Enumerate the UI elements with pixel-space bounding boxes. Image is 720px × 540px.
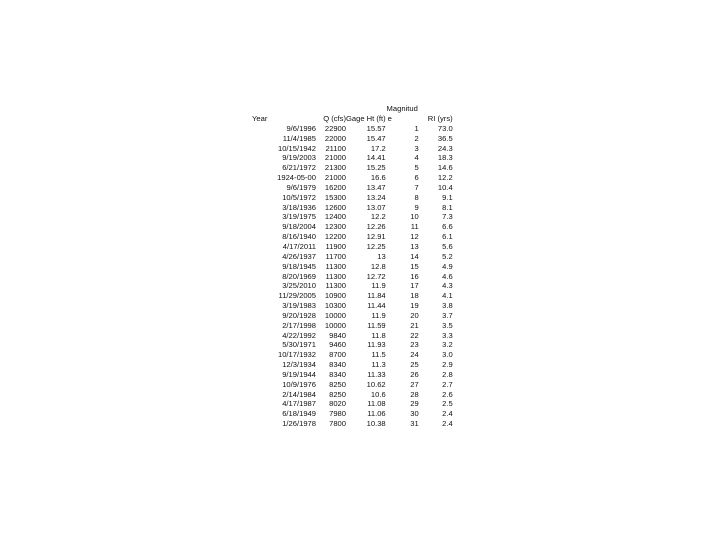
table-row — [252, 311, 453, 321]
ri-cell: 3.0 — [442, 350, 453, 360]
magnitude-cell: 25 — [410, 360, 419, 370]
ri-cell: 14.6 — [437, 163, 453, 173]
magnitude-cell: 22 — [410, 330, 419, 340]
table-row — [252, 272, 453, 282]
q-cell: 8250 — [329, 379, 346, 389]
magnitude-cell: 28 — [410, 389, 419, 399]
year-cell: 4/17/2011 — [282, 241, 316, 251]
ri-cell: 73.0 — [437, 123, 453, 133]
magnitude-cell: 7 — [414, 182, 419, 192]
magnitude-header-line1: Magnitud — [386, 104, 418, 114]
gage-cell: 10.62 — [366, 379, 386, 389]
gage-cell: 15.57 — [366, 123, 386, 133]
year-cell: 11/29/2005 — [278, 291, 316, 301]
year-cell: 6/21/1972 — [282, 163, 316, 173]
magnitude-cell: 24 — [410, 350, 419, 360]
gage-cell: 13.47 — [366, 182, 386, 192]
table-row — [252, 399, 453, 409]
year-cell: 9/18/1945 — [282, 261, 316, 271]
year-cell: 4/17/1987 — [282, 399, 316, 409]
magnitude-cell: 12 — [410, 232, 419, 242]
year-cell: 5/30/1971 — [282, 340, 316, 350]
q-cell: 10900 — [324, 291, 346, 301]
gage-cell: 12.91 — [366, 232, 386, 242]
gage-cell: 10.38 — [366, 419, 386, 429]
q-cell: 8340 — [329, 369, 346, 379]
magnitude-cell: 21 — [410, 320, 419, 330]
magnitude-cell: 5 — [414, 163, 419, 173]
header-row — [252, 114, 453, 124]
magnitude-cell: 17 — [410, 281, 419, 291]
q-cell: 11900 — [325, 241, 346, 251]
gage-cell: 12.2 — [370, 212, 386, 222]
q-cell: 8250 — [329, 389, 346, 399]
ri-cell: 2.5 — [442, 399, 453, 409]
year-cell: 10/15/1942 — [277, 143, 316, 153]
q-cell: 21300 — [324, 163, 346, 173]
ri-cell: 7.3 — [442, 212, 453, 222]
table-row — [252, 144, 453, 154]
gage-cell: 13.24 — [366, 192, 386, 202]
ri-cell: 3.3 — [442, 330, 453, 340]
year-cell: 9/18/2004 — [282, 222, 316, 232]
gage-cell: 13.07 — [366, 202, 386, 212]
year-cell: 6/18/1949 — [282, 409, 316, 419]
gage-header: Gage Ht (ft) — [346, 114, 386, 123]
gage-cell: 11.8 — [371, 330, 386, 340]
magnitude-cell: 8 — [414, 192, 419, 202]
magnitude-cell: 2 — [414, 133, 419, 143]
gage-cell: 15.47 — [366, 133, 386, 143]
magnitude-cell: 27 — [410, 379, 419, 389]
year-cell: 10/5/1972 — [282, 192, 316, 202]
table-row — [252, 321, 453, 331]
q-cell: 12600 — [324, 202, 346, 212]
table-row — [252, 252, 453, 262]
q-cell: 21100 — [325, 143, 346, 153]
ri-cell: 9.1 — [442, 192, 453, 202]
table-row — [252, 183, 453, 193]
q-cell: 10300 — [324, 301, 346, 311]
magnitude-cell: 31 — [410, 419, 419, 429]
magnitude-cell: 10 — [410, 212, 419, 222]
ri-cell: 36.5 — [437, 133, 453, 143]
year-cell: 3/19/1983 — [282, 301, 316, 311]
gage-cell: 13 — [377, 251, 386, 261]
year-cell: 2/14/1984 — [282, 389, 316, 399]
ri-cell: 5.2 — [442, 251, 453, 261]
magnitude-cell: 6 — [414, 173, 419, 183]
year-cell: 4/26/1937 — [282, 251, 316, 261]
ri-cell: 4.9 — [442, 261, 453, 271]
ri-cell: 4.1 — [442, 291, 453, 301]
magnitude-cell: 9 — [414, 202, 419, 212]
magnitude-cell: 14 — [410, 251, 419, 261]
magnitude-cell: 26 — [410, 369, 419, 379]
ri-cell: 6.6 — [442, 222, 453, 232]
table-row — [252, 232, 453, 242]
magnitude-cell: 11 — [410, 222, 419, 232]
year-cell: 3/18/1936 — [282, 202, 316, 212]
table-row — [252, 301, 453, 311]
gage-cell: 10.6 — [370, 389, 386, 399]
table-row — [252, 360, 453, 370]
table-row — [252, 370, 453, 380]
gage-cell: 15.25 — [366, 163, 386, 173]
q-header: Q (cfs) — [323, 114, 346, 123]
magnitude-cell: 19 — [410, 301, 419, 311]
q-cell: 15300 — [324, 192, 346, 202]
magnitude-cell: 15 — [410, 261, 419, 271]
table-row — [252, 222, 453, 232]
table-row — [252, 380, 453, 390]
q-cell: 8700 — [329, 350, 346, 360]
gage-cell: 11.08 — [367, 399, 386, 409]
q-cell: 8340 — [329, 360, 346, 370]
magnitude-cell: 4 — [414, 153, 419, 163]
table-row — [252, 390, 453, 400]
gage-cell: 11.33 — [367, 369, 386, 379]
q-cell: 16200 — [324, 182, 346, 192]
gage-cell: 11.9 — [371, 310, 386, 320]
table-row — [252, 340, 453, 350]
magnitude-cell: 16 — [410, 271, 419, 281]
magnitude-cell: 20 — [410, 310, 419, 320]
year-cell: 9/6/1979 — [286, 182, 316, 192]
flood-data-sheet — [252, 104, 472, 429]
year-cell: 4/22/1992 — [282, 330, 316, 340]
gage-cell: 17.2 — [370, 143, 386, 153]
year-cell: 10/17/1932 — [277, 350, 316, 360]
q-cell: 9840 — [329, 330, 346, 340]
q-cell: 12400 — [324, 212, 346, 222]
table-row — [252, 419, 453, 429]
gage-cell: 11.59 — [367, 320, 386, 330]
table-row — [252, 163, 453, 173]
year-cell: 3/19/1975 — [282, 212, 316, 222]
gage-cell: 12.72 — [366, 271, 386, 281]
ri-cell: 3.5 — [442, 320, 453, 330]
gage-cell: 12.25 — [366, 241, 386, 251]
table-row — [252, 281, 453, 291]
table-row — [252, 350, 453, 360]
q-cell: 11300 — [325, 271, 346, 281]
ri-cell: 2.4 — [442, 419, 453, 429]
year-cell: 2/17/1998 — [282, 320, 316, 330]
gage-cell: 11.84 — [367, 291, 386, 301]
year-cell: 8/20/1969 — [282, 271, 316, 281]
magnitude-cell: 18 — [410, 291, 419, 301]
q-cell: 11300 — [325, 261, 346, 271]
magnitude-cell: 1 — [414, 123, 419, 133]
ri-cell: 2.9 — [442, 360, 453, 370]
ri-cell: 2.7 — [442, 379, 453, 389]
year-cell: 12/3/1934 — [282, 360, 316, 370]
year-cell: 9/6/1996 — [286, 123, 316, 133]
ri-cell: 12.2 — [437, 173, 453, 183]
magnitude-cell: 23 — [410, 340, 419, 350]
ri-cell: 8.1 — [442, 202, 453, 212]
gage-cell: 14.41 — [366, 153, 386, 163]
table-row — [252, 409, 453, 419]
ri-cell: 3.7 — [442, 310, 453, 320]
table-row — [252, 331, 453, 341]
year-cell: 8/16/1940 — [282, 232, 316, 242]
q-cell: 22000 — [324, 133, 346, 143]
year-cell: 1924-05-00 — [277, 173, 316, 183]
gage-cell: 11.3 — [371, 360, 386, 370]
ri-cell: 2.6 — [442, 389, 453, 399]
ri-cell: 24.3 — [437, 143, 453, 153]
q-cell: 10000 — [324, 320, 346, 330]
table-row — [252, 134, 453, 144]
table-row — [252, 242, 453, 252]
year-cell: 9/19/1944 — [282, 369, 316, 379]
flood-frequency-table — [252, 104, 453, 429]
ri-cell: 3.2 — [442, 340, 453, 350]
q-cell: 12300 — [324, 222, 346, 232]
magnitude-cell: 29 — [410, 399, 419, 409]
magnitude-cell: 30 — [410, 409, 419, 419]
year-cell: 9/19/2003 — [282, 153, 316, 163]
ri-cell: 2.4 — [442, 409, 453, 419]
table-row — [252, 203, 453, 213]
year-header: Year — [252, 114, 268, 123]
year-cell: 10/9/1976 — [282, 379, 316, 389]
table-row — [252, 193, 453, 203]
q-cell: 9460 — [329, 340, 346, 350]
year-cell: 3/25/2010 — [282, 281, 316, 291]
ri-cell: 5.6 — [442, 241, 453, 251]
ri-cell: 4.6 — [442, 271, 453, 281]
q-cell: 11700 — [325, 251, 346, 261]
table-body — [252, 124, 453, 429]
year-cell: 1/26/1978 — [282, 419, 316, 429]
magnitude-cell: 13 — [410, 241, 419, 251]
q-cell: 10000 — [324, 310, 346, 320]
q-cell: 7980 — [329, 409, 346, 419]
table-row — [252, 291, 453, 301]
q-cell: 11300 — [325, 281, 346, 291]
gage-cell: 11.93 — [367, 340, 386, 350]
gage-cell: 12.8 — [370, 261, 386, 271]
header-row-top — [252, 104, 453, 114]
ri-cell: 10.4 — [437, 182, 453, 192]
ri-cell: 18.3 — [437, 153, 453, 163]
q-cell: 8020 — [329, 399, 346, 409]
gage-cell: 12.26 — [366, 222, 386, 232]
gage-cell: 11.9 — [371, 281, 386, 291]
gage-cell: 11.06 — [367, 409, 386, 419]
year-cell: 9/20/1928 — [282, 310, 316, 320]
table-row — [252, 153, 453, 163]
table-row — [252, 212, 453, 222]
q-cell: 12200 — [324, 232, 346, 242]
table-row — [252, 173, 453, 183]
ri-cell: 4.3 — [442, 281, 453, 291]
gage-cell: 16.6 — [370, 173, 386, 183]
q-cell: 21000 — [324, 153, 346, 163]
ri-cell: 2.8 — [442, 369, 453, 379]
q-cell: 21000 — [324, 173, 346, 183]
table-header — [252, 104, 453, 124]
gage-cell: 11.44 — [367, 301, 386, 311]
gage-cell: 11.5 — [371, 350, 386, 360]
ri-header: RI (yrs) — [427, 114, 453, 123]
q-cell: 7800 — [329, 419, 346, 429]
q-cell: 22900 — [324, 123, 346, 133]
ri-cell: 6.1 — [442, 232, 453, 242]
year-cell: 11/4/1985 — [282, 133, 316, 143]
table-row — [252, 124, 453, 134]
ri-cell: 3.8 — [442, 301, 453, 311]
table-row — [252, 262, 453, 272]
magnitude-header-line2: e — [387, 114, 392, 123]
magnitude-cell: 3 — [414, 143, 419, 153]
